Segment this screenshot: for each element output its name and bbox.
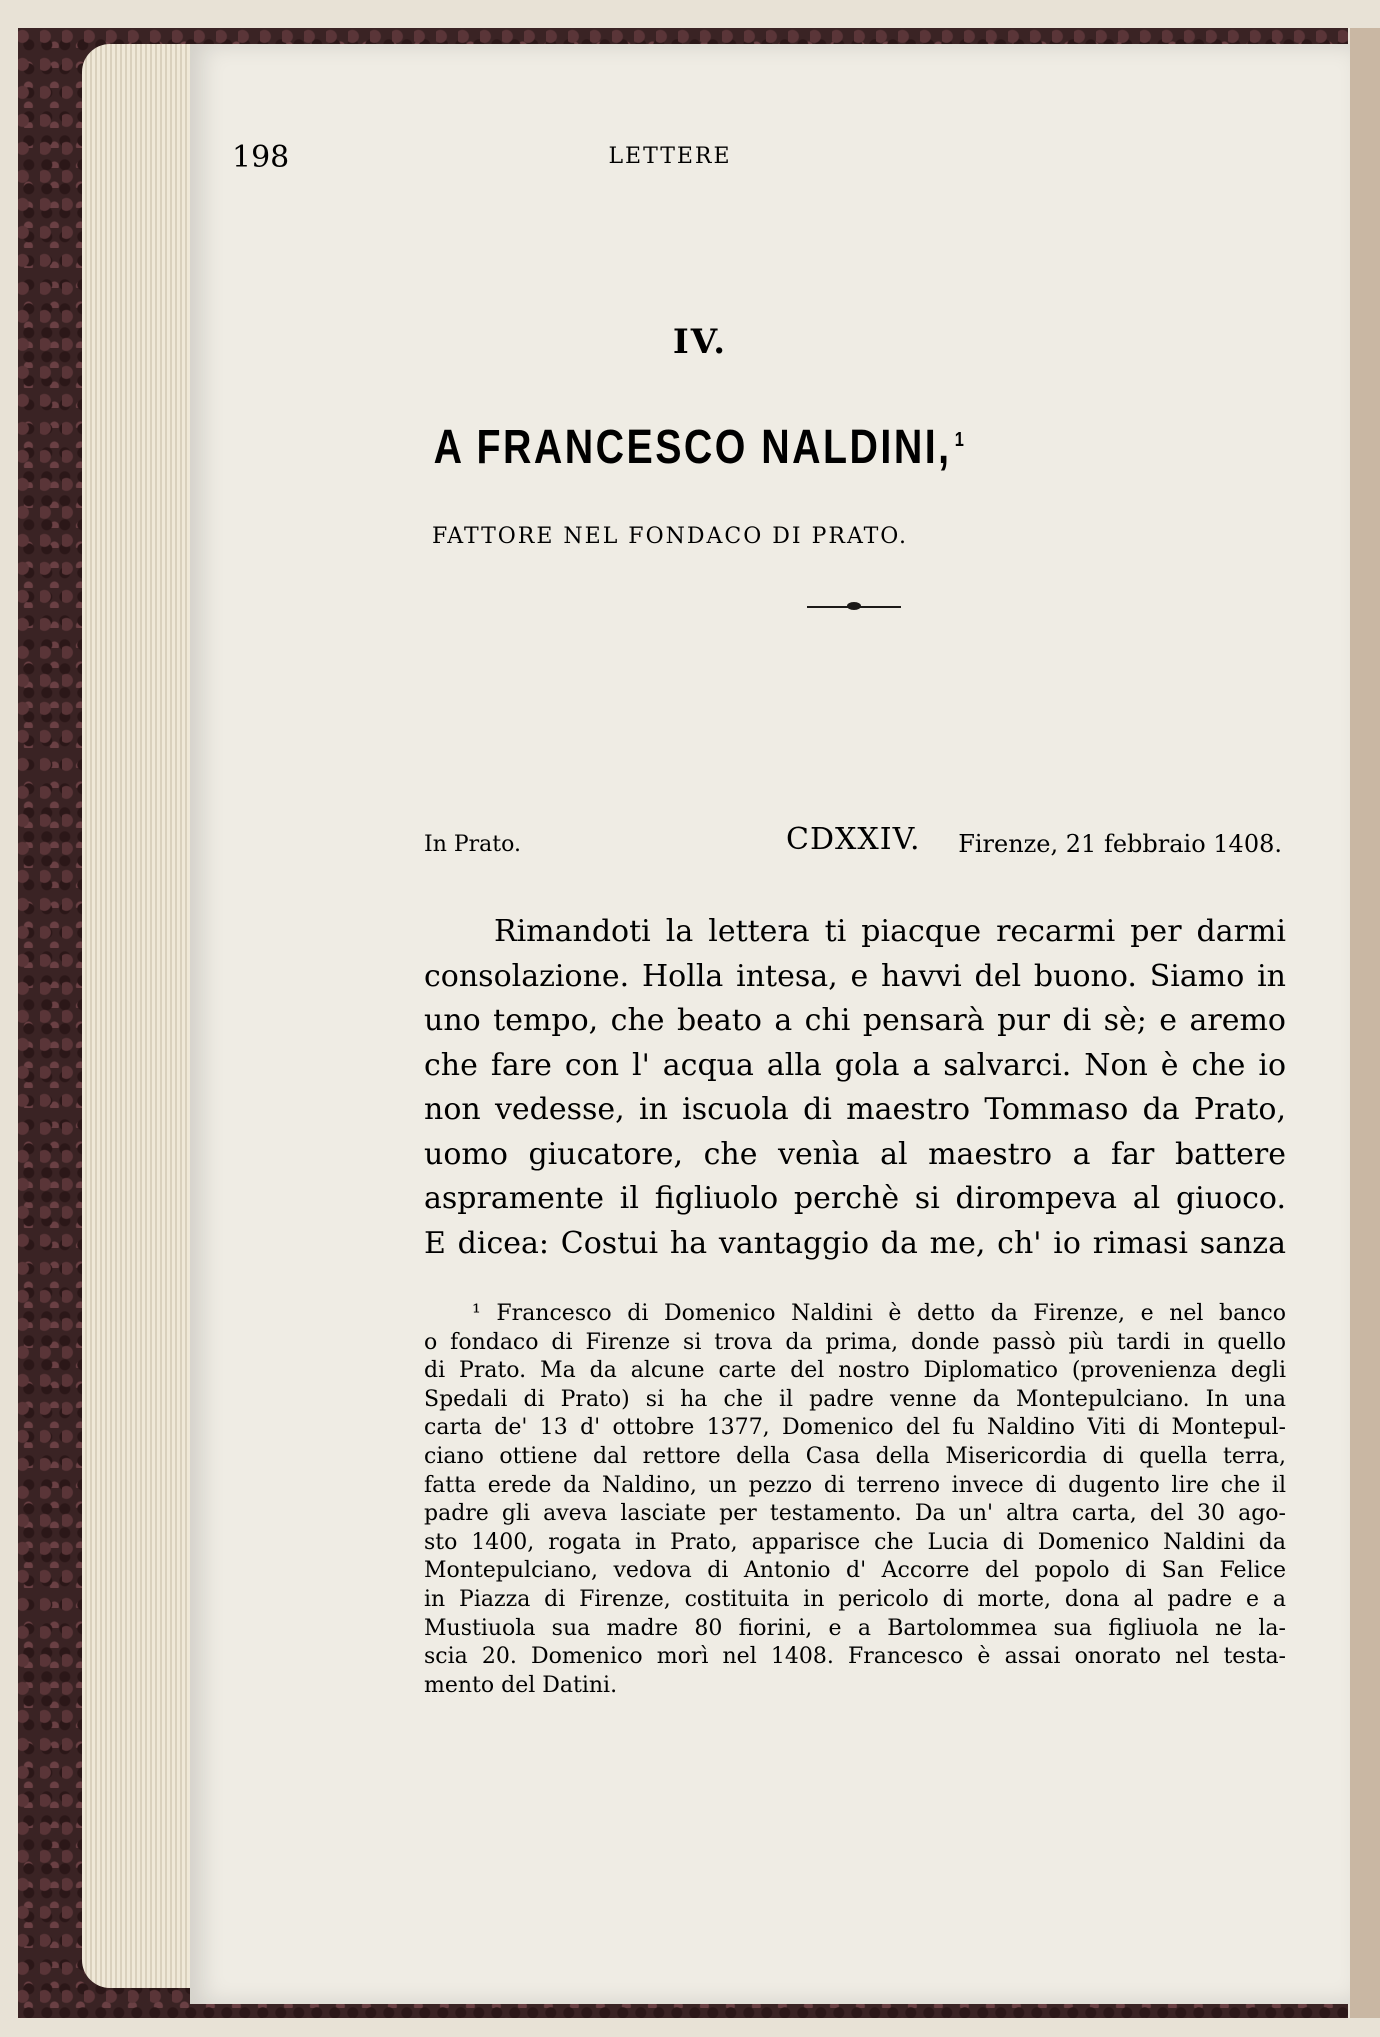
body-line: uomo giucatore, che venìa al maestro a far battere	[424, 1136, 1286, 1172]
letter-title	[413, 420, 987, 475]
letter-title-text: A FRANCESCO NALDINI,	[433, 421, 952, 474]
body-line: Rimandoti la lettera ti piacque recarmi per darmi	[494, 914, 1286, 949]
title-footnote-mark: 1	[954, 429, 967, 451]
footnote-line: mento del Datini.	[424, 1672, 618, 1698]
place-date: Firenze, 21 febbraio 1408.	[958, 830, 1282, 858]
footnote-line: in Piazza di Firenze, costituita in pericolo di morte, dona al padre e a	[424, 1586, 1286, 1612]
footnote-line: Spedali di Prato) si ha che il padre venne da Montepulciano. In una	[424, 1386, 1286, 1412]
page-number: 198	[232, 140, 290, 175]
binding-cloth-edge	[1350, 28, 1380, 2018]
footnote-line: scia 20. Domenico morì nel 1408. Francesco è assai onorato nel testa-	[424, 1644, 1286, 1670]
letter-subtitle: FATTORE NEL FONDACO DI PRATO.	[431, 524, 909, 549]
body-line: uno tempo, che beato a chi pensarà pur di sè; e aremo	[424, 1003, 1286, 1038]
footnote-line: Montepulciano, vedova di Antonio d' Accorre del popolo di San Felice	[424, 1558, 1286, 1584]
footnote-line: ¹ Francesco di Domenico Naldini è detto da Firenze, e nel banco	[472, 1301, 1286, 1326]
section-numeral: IV.	[672, 322, 728, 362]
footnote-line: di Prato. Ma da alcune carte del nostro Diplomatico (provenienza degli	[424, 1358, 1286, 1384]
running-head: LETTERE	[608, 144, 732, 169]
footnote-line: padre gli aveva lasciate per testamento. Da un' altra carta, del 30 ago-	[424, 1501, 1286, 1527]
footnote	[424, 1300, 1286, 1700]
ornament-knot	[847, 602, 861, 610]
footnote-line: o fondaco di Firenze si trova da prima, donde passò più tardi in quello	[424, 1329, 1286, 1355]
body-line: non vedesse, in iscuola di maestro Tommaso da Prato,	[424, 1092, 1286, 1127]
footnote-line: fatta erede da Naldino, un pezzo di terreno invece di dugento lire che il	[424, 1472, 1286, 1498]
body-line: che fare con l' acqua alla gola a salvarci. Non è che io	[424, 1047, 1286, 1083]
addressee: In Prato.	[424, 832, 521, 857]
letter-body	[424, 910, 1286, 1266]
letter-number: CDXXIV.	[786, 822, 921, 857]
ornament-divider	[807, 605, 901, 609]
footnote-line: sto 1400, rogata in Prato, apparisce che Lucia di Domenico Naldini da	[424, 1529, 1286, 1555]
body-line: aspramente il figliuolo perchè si dirompeva al giuoco.	[424, 1181, 1286, 1216]
footnote-line: Mustiuola sua madre 80 fiorini, e a Bartolommea sua figliuola ne la-	[424, 1615, 1286, 1641]
footnote-line: carta de' 13 d' ottobre 1377, Domenico del fu Naldino Viti di Montepul-	[424, 1415, 1286, 1441]
footnote-line: ciano ottiene dal rettore della Casa della Misericordia di quella terra,	[424, 1443, 1286, 1469]
letter-dateline	[424, 822, 1286, 862]
body-line: consolazione. Holla intesa, e havvi del buono. Siamo in	[424, 958, 1286, 994]
body-line: E dicea: Costui ha vantaggio da me, ch' io rimasi sanza	[424, 1225, 1286, 1261]
